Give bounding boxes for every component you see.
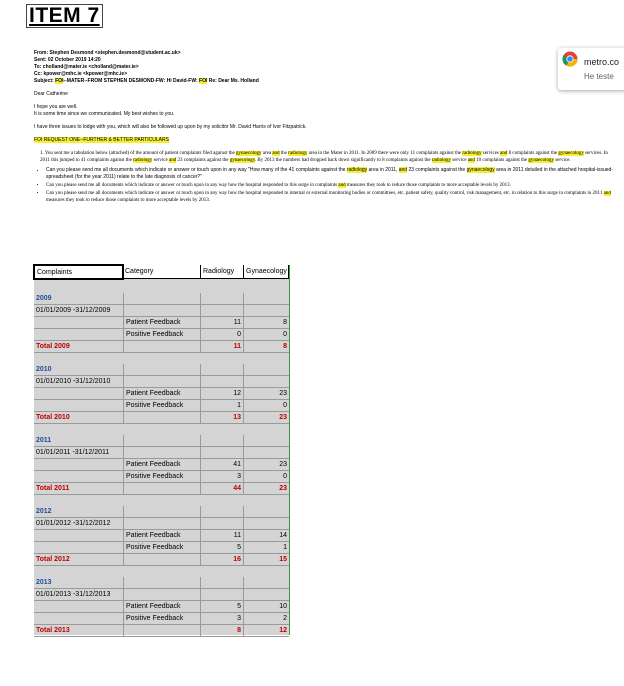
- email-body: [34, 50, 614, 205]
- total-gynaecology-value: 23: [279, 485, 287, 492]
- gynaecology-value: 0: [283, 402, 287, 409]
- category-cell: Patient Feedback: [123, 601, 201, 613]
- highlighted-keyword: and: [338, 183, 346, 188]
- highlighted-keyword: radiology: [462, 151, 482, 156]
- email-sent: Sent: 02 October 2019 14:20: [34, 57, 101, 63]
- category-cell: Patient Feedback: [123, 388, 201, 400]
- radiology-value: 5: [201, 542, 244, 554]
- total-radiology-value: 44: [201, 483, 244, 495]
- highlighted-keyword: and: [467, 158, 475, 163]
- total-label: Total 2012: [36, 556, 70, 563]
- complaints-spreadsheet: [34, 265, 289, 635]
- radiology-value: 0: [201, 329, 244, 341]
- email-line-3: I have three issues to lodge with you, which will also be followed up upon by my solicitor Mr. David Harris of Ivor Fitzpatrick.: [34, 124, 307, 130]
- total-radiology-value: 11: [201, 341, 244, 353]
- highlighted-keyword: FOI: [199, 78, 208, 84]
- row-divider: [34, 636, 289, 637]
- row-divider: [34, 494, 289, 495]
- total-gynaecology-value: 15: [279, 556, 287, 563]
- column-border: [289, 265, 290, 635]
- highlighted-keyword: and: [398, 167, 408, 173]
- gynaecology-value: 2: [283, 615, 287, 622]
- total-label: Total 2011: [36, 485, 70, 492]
- email-paragraph-1: 1. You sent me a tabulation below (attached) of the amount of patient complaints filed against the gynaecology area and the radiology area in the Mater in 2011. In 2009 there were only 11 complaints against the radiology services and 8 complaints against the gynaecology services. In 2011 this jumped to 41 complaints against the radiology service and 23 complaints against the gynaecology. By 2013 the numbers had dropped back down significantly to 8 complaints against the radiology service and 10 complaints against the gynaecology service.: [40, 151, 608, 163]
- radiology-value: 5: [201, 601, 244, 613]
- email-from: From: Stephen Desmond <stephen.desmond@student.ac.uk>: [34, 50, 181, 56]
- gynaecology-value: 23: [279, 461, 287, 468]
- category-cell: Positive Feedback: [123, 471, 201, 483]
- radiology-value: 3: [201, 471, 244, 483]
- total-gynaecology-value: 23: [279, 414, 287, 421]
- total-label: Total 2009: [36, 343, 70, 350]
- header-radiology: Radiology: [201, 265, 244, 279]
- radiology-value: 11: [201, 530, 244, 542]
- category-cell: Patient Feedback: [123, 317, 201, 329]
- highlighted-keyword: radiology: [346, 167, 368, 173]
- radiology-value: 1: [201, 400, 244, 412]
- radiology-value: 11: [201, 317, 244, 329]
- year-label: 2012: [36, 508, 52, 515]
- category-cell: Patient Feedback: [123, 459, 201, 471]
- request-bullet-3: • Can you please send me all documents which indicate or answer or touch upon in any way how the hospital responded to internal or external monitoring bodies or committees, etc. patient safety, quality control, risk management, etc. in relation to this surge in complaints in 2011 and measures they took to reduce those complaints to more acceptable levels by 2013.: [46, 190, 614, 204]
- gynaecology-value: 23: [279, 390, 287, 397]
- highlighted-keyword: gynaecology: [558, 151, 584, 156]
- header-gynaecology: Gynaecology: [244, 265, 289, 279]
- highlighted-keyword: and: [272, 151, 280, 156]
- header-complaints: Complaints: [34, 265, 123, 279]
- gynaecology-value: 0: [283, 473, 287, 480]
- email-to: To: cholland@mater.ie <cholland@mater.ie>: [34, 64, 139, 70]
- header-category: Category: [123, 265, 201, 279]
- gynaecology-value: 0: [283, 331, 287, 338]
- highlighted-keyword: and: [500, 151, 508, 156]
- foi-heading-text: FOI REQUEST ONE--FURTHER & BETTER PARTICULARS: [34, 137, 169, 143]
- email-subject: Subject: FOI--MATER--FROM STEPHEN DESMOND-FW: Hi David-FW: FOI Re: Dear Ms. Holland: [34, 78, 259, 84]
- category-cell: Positive Feedback: [123, 613, 201, 625]
- email-line-2: It is some time since we communicated. My best wishes to you.: [34, 111, 175, 117]
- table-header-row: [34, 265, 289, 279]
- email-greeting: Dear Catherine: [34, 91, 68, 97]
- highlighted-keyword: gynaecology: [235, 151, 262, 156]
- email-header: [34, 50, 614, 85]
- year-label: 2011: [36, 437, 52, 444]
- category-cell: Patient Feedback: [123, 530, 201, 542]
- request-bullet-1: • Can you please send me all documents which indicate or answer or touch upon in any way "How many of the 41 complaints against the radiology area in 2011, and 23 complaints against the gynaecology area in 2011 detailed in the attached hospital-issued-spreadsheet (for the year 2011) relate to the late diagnosis of cancer?": [46, 167, 614, 181]
- total-radiology-value: 16: [201, 554, 244, 566]
- notification-site: metro.co: [584, 57, 620, 67]
- gynaecology-value: 10: [279, 603, 287, 610]
- total-gynaecology-value: 8: [283, 343, 287, 350]
- category-cell: Positive Feedback: [123, 542, 201, 554]
- highlighted-keyword: radiology: [288, 151, 308, 156]
- highlighted-keyword: gynaecology: [528, 158, 554, 163]
- highlighted-keyword: and: [603, 191, 611, 196]
- email-line-1: I hope you are well.: [34, 104, 78, 110]
- category-cell: Positive Feedback: [123, 329, 201, 341]
- email-cc: Cc: kpower@mhc.ie <kpower@mhc.ie>: [34, 71, 128, 77]
- date-range-cell: 01/01/2010 -31/12/2010: [36, 378, 111, 385]
- date-range-cell: 01/01/2009 -31/12/2009: [36, 307, 111, 314]
- total-gynaecology-value: 12: [279, 627, 287, 634]
- browser-notification[interactable]: [558, 48, 624, 90]
- row-divider: [34, 352, 289, 353]
- chrome-icon: [562, 51, 578, 67]
- row-divider: [34, 565, 289, 566]
- request-bullets: [34, 167, 614, 204]
- highlighted-keyword: radiology: [431, 158, 452, 163]
- highlighted-keyword: gynaecology: [466, 167, 495, 173]
- date-range-cell: 01/01/2013 -31/12/2013: [36, 591, 111, 598]
- notification-text: He teste: [584, 72, 614, 81]
- category-cell: Positive Feedback: [123, 400, 201, 412]
- radiology-value: 3: [201, 613, 244, 625]
- total-label: Total 2010: [36, 414, 70, 421]
- date-range-cell: 01/01/2012 -31/12/2012: [36, 520, 111, 527]
- highlighted-keyword: gynaecology: [229, 158, 255, 163]
- highlighted-keyword: and: [168, 158, 177, 163]
- radiology-value: 41: [201, 459, 244, 471]
- total-label: Total 2013: [36, 627, 70, 634]
- row-divider: [34, 423, 289, 424]
- date-range-cell: 01/01/2011 -31/12/2011: [36, 449, 110, 456]
- gynaecology-value: 14: [279, 532, 287, 539]
- gynaecology-value: 1: [283, 544, 287, 551]
- year-label: 2013: [36, 579, 52, 586]
- highlighted-keyword: radiology: [133, 158, 153, 163]
- gynaecology-value: 8: [283, 319, 287, 326]
- radiology-value: 12: [201, 388, 244, 400]
- year-label: 2009: [36, 295, 52, 302]
- total-radiology-value: 13: [201, 412, 244, 424]
- total-radiology-value: 8: [201, 625, 244, 637]
- foi-heading: [34, 137, 614, 144]
- request-bullet-2: • Can you please send me all documents which indicate or answer or touch upon in any way how the hospital responded to this surge in complaints and measures they took to reduce those complaints to more acceptable levels by 2013.: [46, 182, 614, 189]
- page-title: ITEM 7: [26, 4, 103, 28]
- year-label: 2010: [36, 366, 52, 373]
- highlighted-keyword: FOI: [55, 78, 64, 84]
